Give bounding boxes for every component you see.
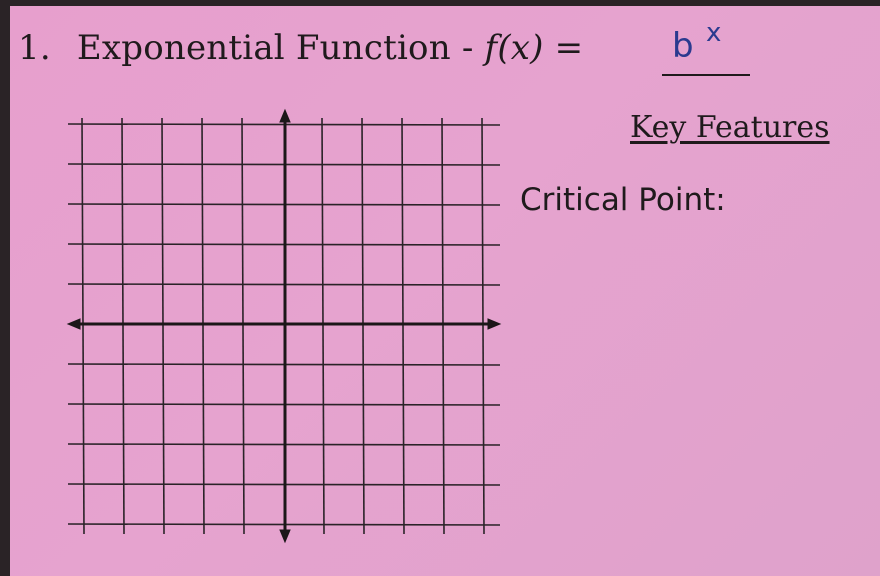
grid-vertical-line xyxy=(202,118,204,534)
critical-point-label: Critical Point: xyxy=(520,182,726,218)
worksheet xyxy=(10,6,880,576)
grid-vertical-line xyxy=(322,118,324,534)
grid-vertical-line xyxy=(362,118,364,534)
x-axis-left-arrow xyxy=(68,319,80,329)
grid-vertical-line xyxy=(82,118,84,534)
grid-vertical-line xyxy=(442,118,444,534)
coordinate-grid[interactable] xyxy=(10,6,880,576)
answer-base: b xyxy=(672,26,694,66)
function-label: f(x) = xyxy=(484,28,584,68)
answer-exponent: x xyxy=(706,18,722,48)
grid-vertical-line xyxy=(162,118,164,534)
grid-vertical-line xyxy=(242,118,244,534)
problem-title-text: Exponential Function - xyxy=(76,28,474,68)
y-axis-down-arrow xyxy=(280,530,290,542)
y-axis-up-arrow xyxy=(280,110,290,122)
grid-vertical-line xyxy=(482,118,484,534)
key-features-heading: Key Features xyxy=(630,110,830,145)
x-axis-right-arrow xyxy=(488,319,500,329)
grid-vertical-line xyxy=(122,118,124,534)
problem-number: 1. xyxy=(18,28,51,68)
grid-vertical-line xyxy=(402,118,404,534)
